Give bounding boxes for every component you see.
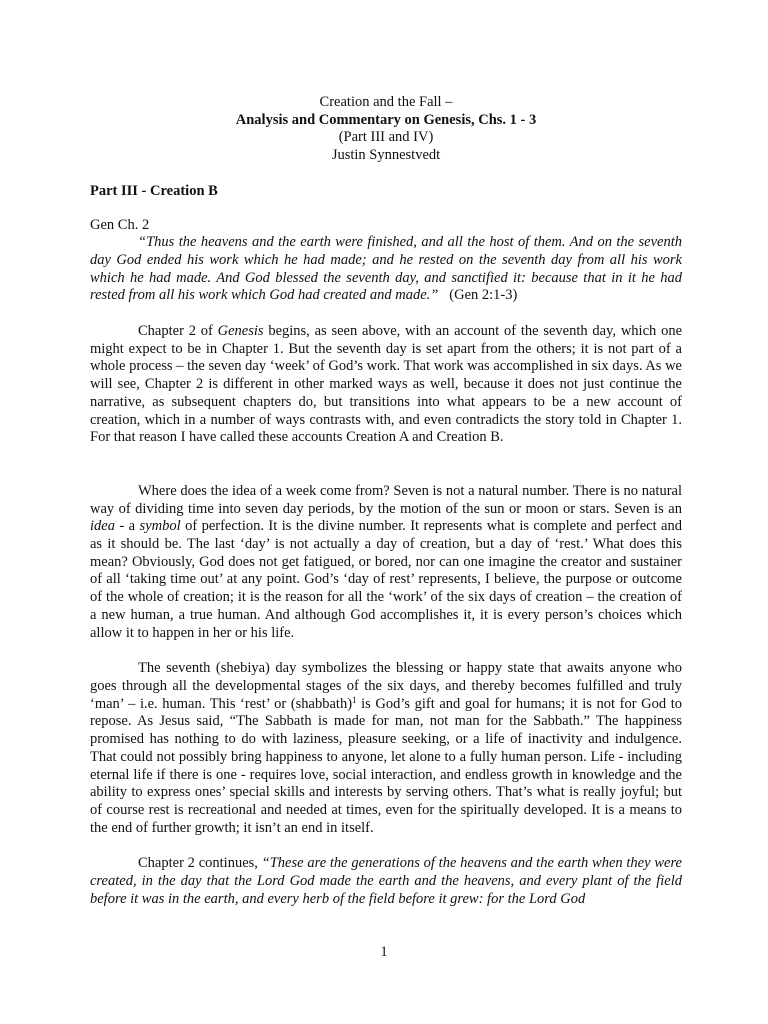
quote-text: “Thus the heavens and the earth were finished, and all the host of them. And on the seventh day God ended his work which he had made; and he rested on the seventh day from all his work which he had made. And God blessed the seventh day, and sanctified it: because that in it he had rested from all his work which God had created and made.” (90, 234, 682, 304)
subtitle: (Part III and IV) (338, 129, 434, 146)
paragraph-2-text-e: of perfection. It is the divine number. It represents what is complete and perfect and as it should be. The last ‘day’ is not actually a day of creation, but a day of ‘rest.’ What does this mean? Obviously, God does not get fatigued, or bored, nor can one imagine the creator and sustainer of all ‘taking time out’ at any point. God’s ‘day of rest’ represents, I believe, the purpose or outcome of the whole of creation; it is the reason for all the ‘work’ of the six days of creation – the creation of a new human, a true human. And although God accomplishes it, it is every person’s choices which allow it to happen in her or his life. (90, 518, 682, 641)
paragraph-1 (90, 323, 682, 447)
paragraph-4-italic-quote: “These are the generations of the heavens and the earth when they were created, in the day that the Lord God made the earth and the heavens, and every plant of the field before it was in the earth, and every herb of the field before it grew: for the Lord God (90, 855, 682, 907)
title-line: Creation and the Fall – (319, 94, 453, 110)
paragraph-3-text-a: The seventh (shebiya) day symbolizes the blessing or happy state that awaits anyone who goes through all the developmental stages of the six days, and thereby becomes fulfilled and truly ‘man’ – i.e. human. This ‘rest’ or (shabbath) (90, 660, 682, 712)
paragraph-2 (90, 483, 682, 642)
quote-citation: (Gen 2:1-3) (449, 287, 518, 304)
paragraph-1-italic-genesis: Genesis (217, 323, 264, 340)
page-body (90, 94, 682, 908)
author-name: Justin Synnestvedt (331, 147, 441, 164)
paragraph-3 (90, 660, 682, 837)
paragraph-1-text-a: Chapter 2 of (138, 323, 218, 340)
paragraph-2-italic-idea: idea (90, 518, 115, 535)
section-heading: Part III - Creation B (90, 182, 218, 199)
footnote-marker[interactable]: 1 (352, 694, 357, 705)
page-number: 1 (380, 944, 388, 960)
title-block (90, 94, 682, 165)
scripture-quote (90, 234, 682, 305)
paragraph-2-text-a: Where does the idea of a week come from? Seven is not a natural number. There is no natural way of dividing time into seven day periods, by the motion of the sun or moon or stars. Seven is an (90, 482, 682, 517)
paragraph-3-text-b: is God’s gift and goal for humans; it is not for God to repose. As Jesus said, “The Sabbath is made for man, not man for the Sabbath.” The happiness promised has nothing to do with laziness, pleasure seeking, or a life of inactivity and indulgence. That could not possibly bring happiness to anyone, let alone to a fully human person. Life - including eternal life if there is one - requires love, social interaction, and endless growth in knowledge and the ability to express ones’ special skills and interests by serving others. That’s what is really joyful; but of course rest is recreational and needed at times, even for the spiritually developed. It is a means to the end of further growth; it isn’t an end in itself. (90, 695, 682, 836)
chapter-reference: Gen Ch. 2 (90, 216, 150, 233)
paragraph-2-text-c: - a (114, 518, 140, 535)
paragraph-1-text-c: begins, as seen above, with an account of the seventh day, which one might expect to be in Chapter 1. But the seventh day is set apart from the others; it is not part of a whole process – the seven day ‘week’ of God’s work. That work was accomplished in six days. As we will see, Chapter 2 is different in other marked ways as well, because it does not just continue the narrative, as subsequent chapters do, but transitions into what appears to be a new account of creation, which in a number of ways contrasts with, and even contradicts the story told in Chapter 1. For that reason I have called these accounts Creation A and Creation B. (90, 323, 683, 446)
paragraph-4-text-a: Chapter 2 continues, (138, 855, 262, 872)
paragraph-4 (90, 855, 682, 908)
paragraph-2-italic-symbol: symbol (139, 518, 181, 535)
document-title: Analysis and Commentary on Genesis, Chs. 1 - 3 (235, 111, 537, 128)
